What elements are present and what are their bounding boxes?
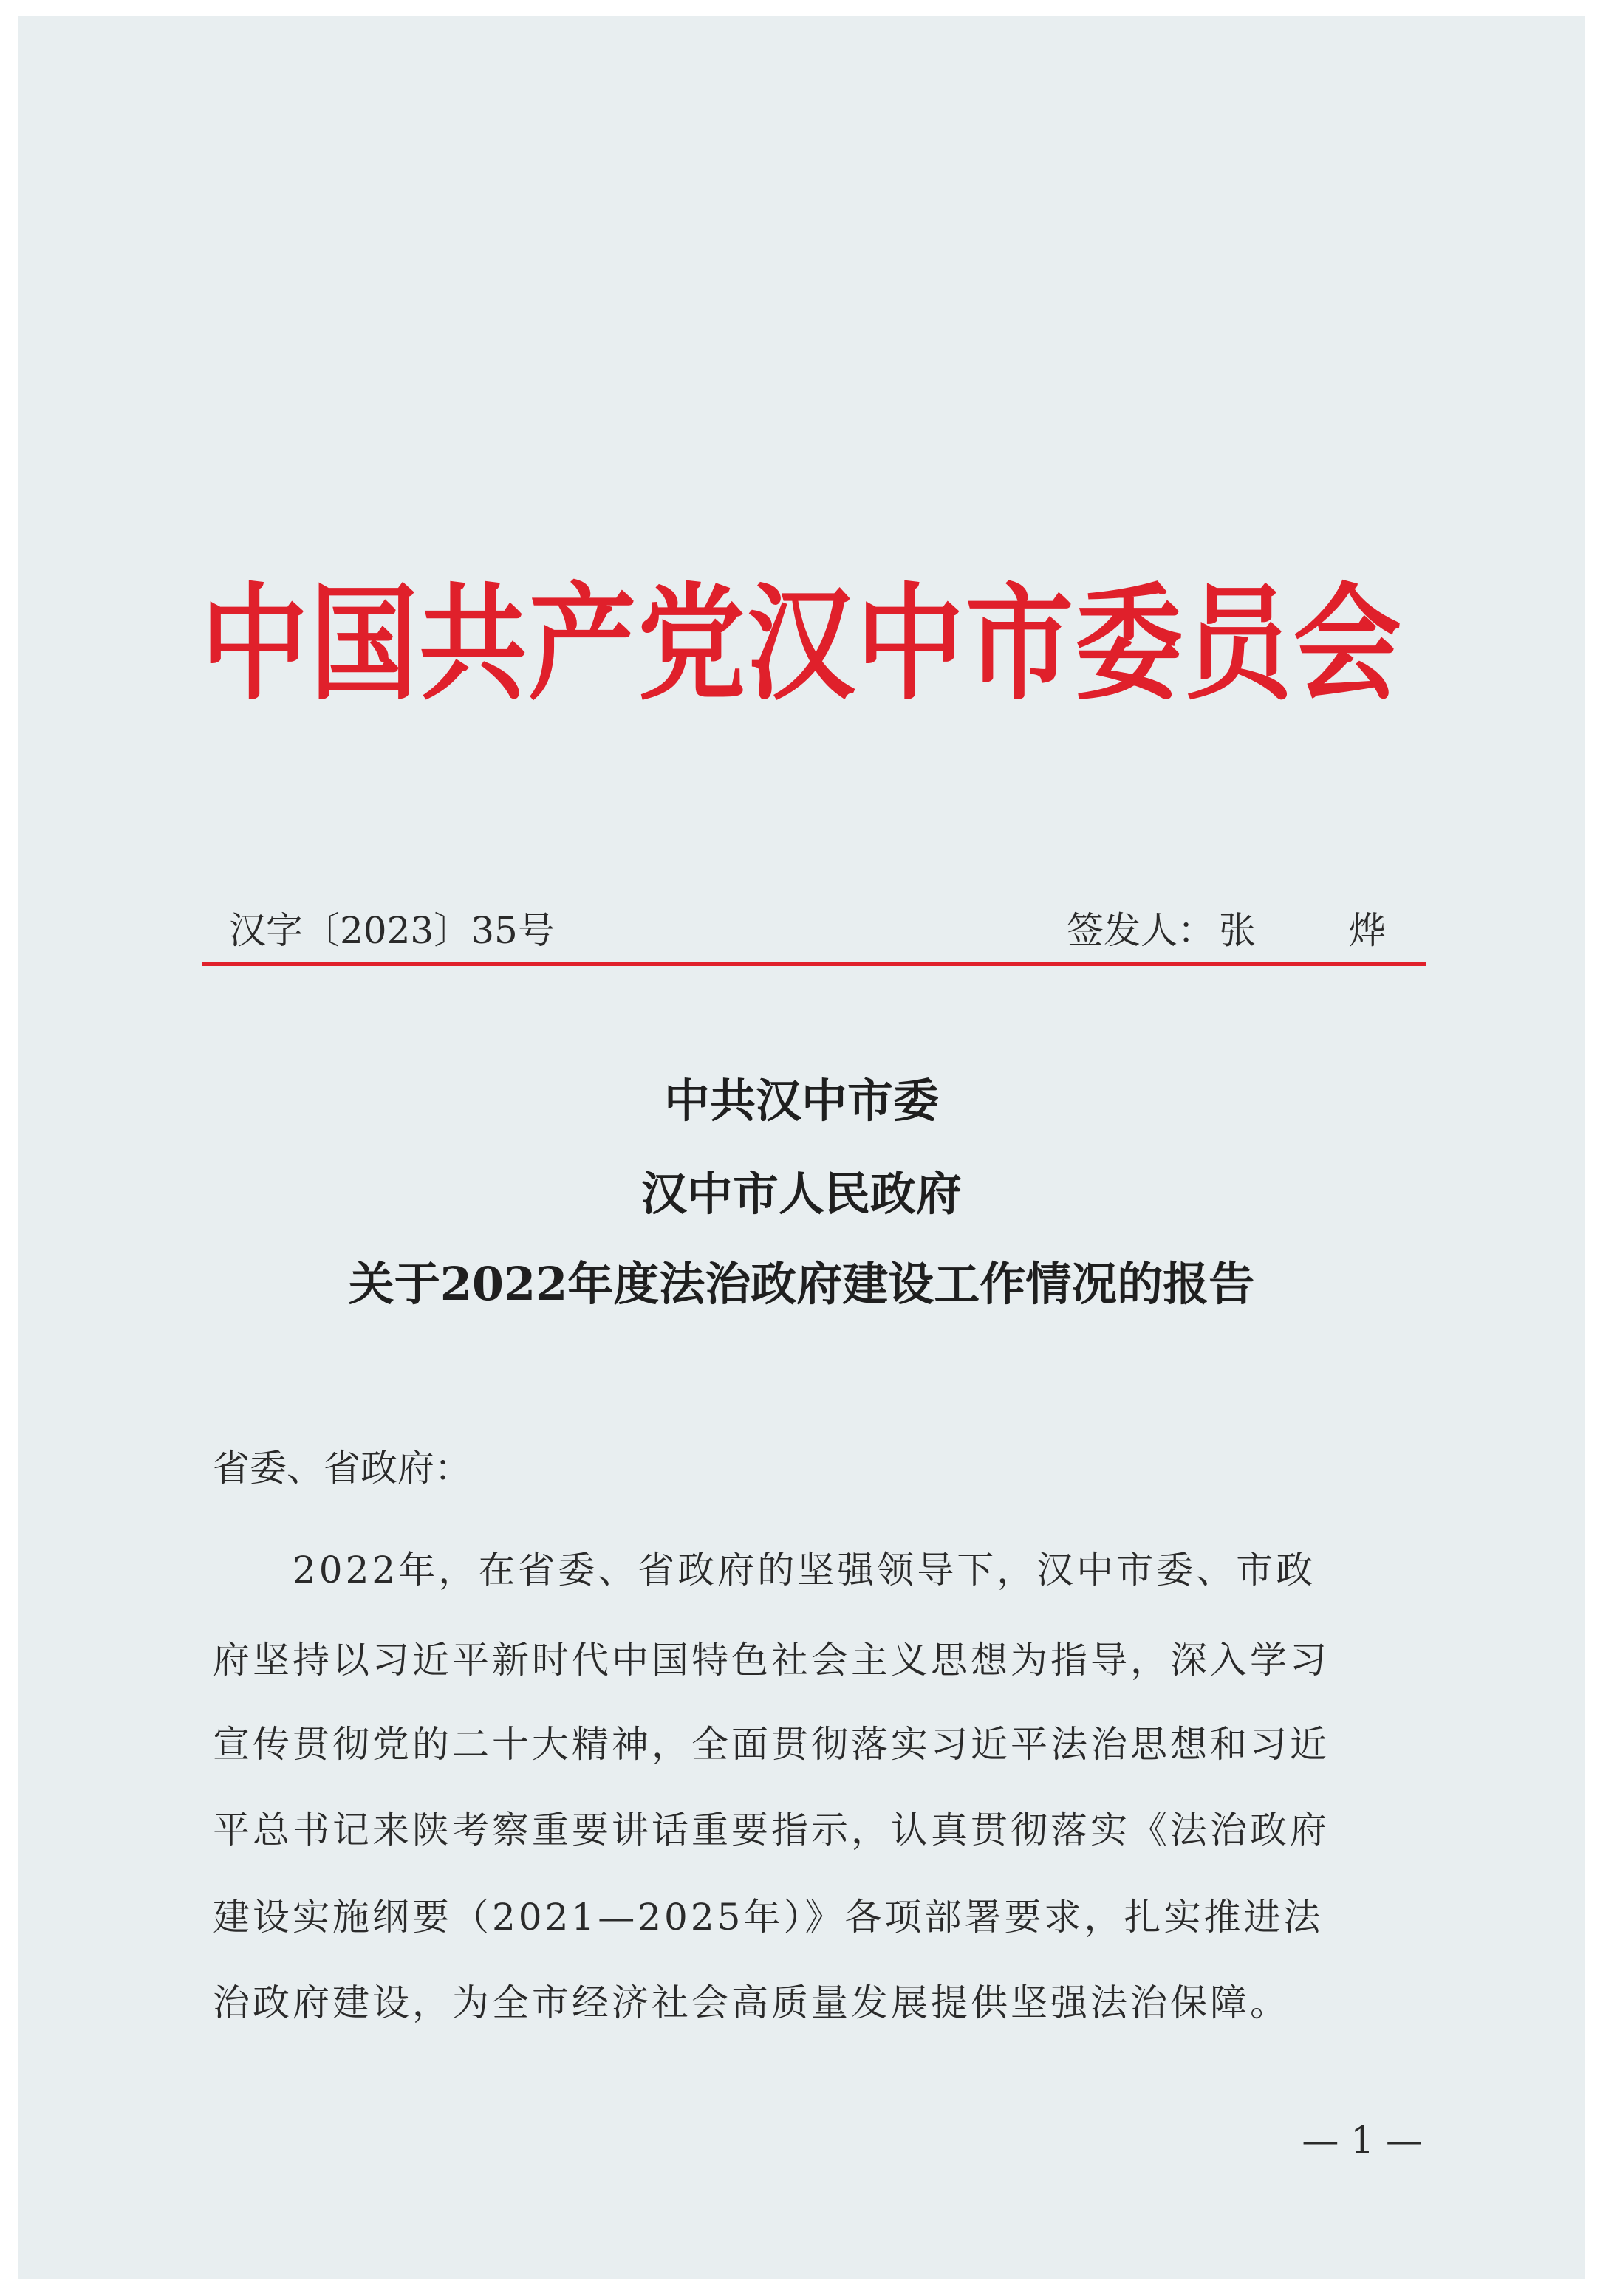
report-title-line-3: 关于2022年度法治政府建设工作情况的报告 (348, 1257, 1255, 1311)
paragraph-line: 宣传贯彻党的二十大精神，全面贯彻落实习近平法治思想和习近 (213, 1723, 1330, 1766)
paragraph-line: 平总书记来陕考察重要讲话重要指示，认真贯彻落实《法治政府 (213, 1809, 1330, 1851)
report-title-line-1: 中共汉中市委 (663, 1074, 939, 1128)
signer-name: 张 烨 (1219, 909, 1414, 952)
document-number: 汉字〔2023〕35号 (229, 909, 555, 952)
signer-line (1067, 901, 1414, 960)
document-page (18, 16, 1585, 2279)
paragraph-line: 治政府建设，为全市经济社会高质量发展提供坚强法治保障。 (213, 1981, 1290, 2024)
paragraph-line: 2022年，在省委、省政府的坚强领导下，汉中市委、市政 (293, 1549, 1316, 1591)
signer-label: 签发人： (1067, 909, 1214, 952)
red-separator-line (202, 962, 1426, 966)
page-number: — 1 — (1302, 2119, 1423, 2162)
issuer-header: 中国共产党汉中市委员会 (200, 570, 1403, 718)
report-title-line-2: 汉中市人民政府 (640, 1167, 962, 1221)
salutation: 省委、省政府： (213, 1447, 471, 1490)
paragraph-line: 建设实施纲要（2021—2025年）》各项部署要求，扎实推进法 (213, 1896, 1324, 1939)
paragraph-line: 府坚持以习近平新时代中国特色社会主义思想为指导，深入学习 (213, 1639, 1330, 1682)
